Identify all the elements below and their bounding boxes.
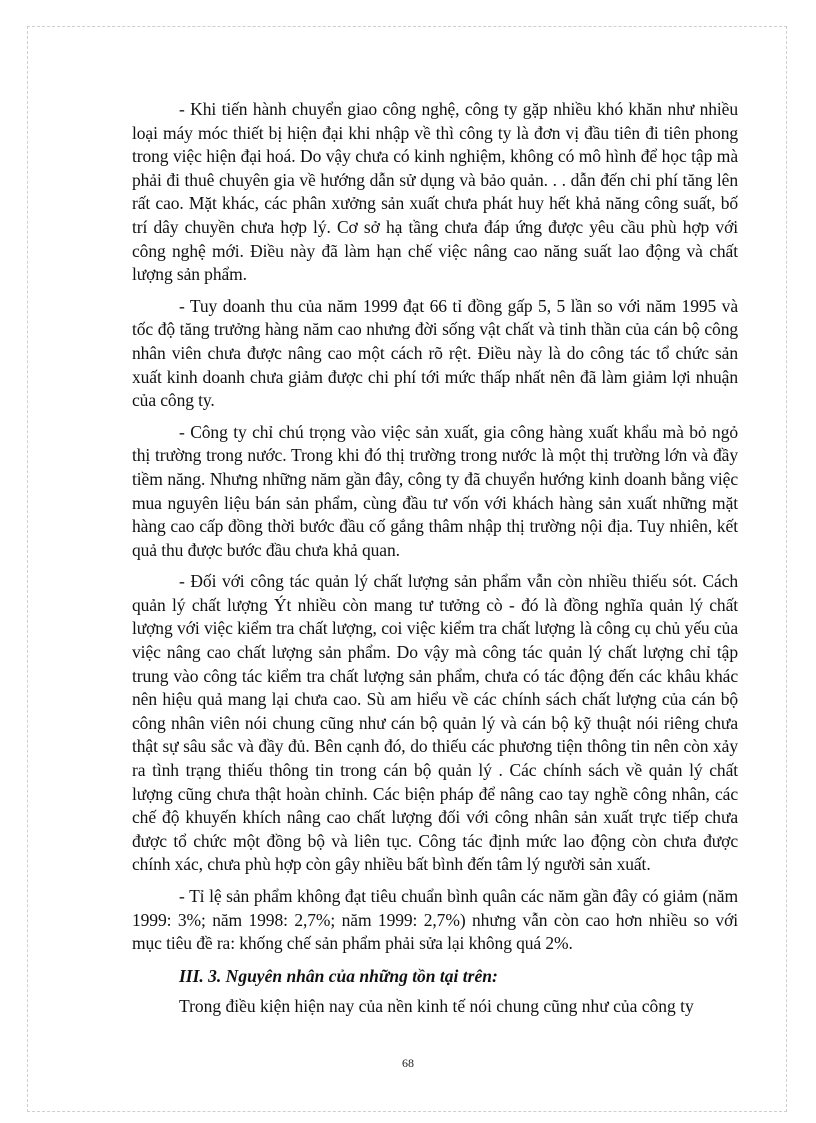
paragraph-revenue: - Tuy doanh thu của năm 1999 đạt 66 tỉ đồng gấp 5, 5 lần so với năm 1995 và tốc độ tăng trưởng hàng năm cao nhưng đời sống vật chất và tinh thần của cán bộ công nhân viên chưa được nâng cao một cách rõ rệt. Điều này là do công tác tổ chức sản xuất kinh doanh chưa giảm được chi phí tới mức thấp nhất nên đã làm giảm lợi nhuận của công ty.	[132, 295, 738, 411]
paragraph-technology-transfer: - Khi tiến hành chuyển giao công nghệ, công ty gặp nhiều khó khăn như nhiều loại máy móc thiết bị hiện đại khi nhập về thì công ty là đơn vị đầu tiên đi tiên phong trong việc hiện đại hoá. Do vậy chưa có kinh nghiệm, không có mô hình để học tập mà phải đi thuê chuyên gia về hướng dẫn sử dụng và bảo quản. . . dẫn đến chi phí tăng lên rất cao. Mặt khác, các phân xưởng sản xuất chưa phát huy hết khả năng công suất, bố trí dây chuyền chưa hợp lý. Cơ sở hạ tầng chưa đáp ứng được yêu cầu phù hợp với công nghệ mới. Điều này đã làm hạn chế việc nâng cao năng suất lao động và chất lượng sản phẩm.	[132, 99, 738, 285]
body-text	[132, 98, 738, 1018]
section-heading: III. 3. Nguyên nhân của những tồn tại trên:	[179, 965, 498, 986]
paragraph-defect-rate: - Tỉ lệ sản phẩm không đạt tiêu chuẩn bình quân các năm gần đây có giảm (năm 1999: 3%; năm 1998: 2,7%; năm 1999: 2,7%) nhưng vẫn còn cao hơn nhiều so với mục tiêu đề ra: khống chế sản phẩm phải sửa lại không quá 2%.	[132, 886, 738, 954]
paragraph-quality-management: - Đối với công tác quản lý chất lượng sản phẩm vẫn còn nhiều thiếu sót. Cách quản lý chất lượng Ýt nhiều còn mang tư tưởng cò - đó là đồng nghĩa quản lý chất lượng với việc kiểm tra chất lượng, coi việc kiểm tra chất lượng là công cụ chủ yếu của việc nâng cao chất lượng sản phẩm. Do vậy mà công tác quản lý chất lượng chỉ tập trung vào công tác kiểm tra chất lượng sản phẩm, chưa có tác động đến các khâu khác nên hiệu quả mang lại chưa cao. Sù am hiểu về các chính sách chất lượng của cán bộ công nhân viên nói chung cũng như cán bộ quản lý và cán bộ kỹ thuật nói riêng chưa thật sự sâu sắc và đầy đủ. Bên cạnh đó, do thiếu các phương tiện thông tin nên còn xảy ra tình trạng thiếu thông tin trong cán bộ quản lý . Các chính sách về quản lý chất lượng cũng chưa thật hoàn chỉnh. Các biện pháp để nâng cao tay nghề công nhân, các chế độ khuyến khích nâng cao chất lượng đối với công nhân sản xuất trực tiếp chưa được tổ chức một đồng bộ và liên tục. Công tác định mức lao động còn chưa được chính xác, chưa phù hợp còn gây nhiều bất bình đến tâm lý người sản xuất.	[132, 571, 738, 875]
paragraph-continuation: Trong điều kiện hiện nay của nền kinh tế nói chung cũng như của công ty	[179, 995, 694, 1016]
paragraph-domestic-market: - Công ty chỉ chú trọng vào việc sản xuất, gia công hàng xuất khẩu mà bỏ ngỏ thị trường trong nước. Trong khi đó thị trường trong nước là một thị trường lớn và đầy tiềm năng. Nhưng những năm gần đây, công ty đã chuyển hướng kinh doanh bằng việc mua nguyên liệu bán sản phẩm, cùng đầu tư vốn với khách hàng sản xuất những mặt hàng cao cấp đồng thời bước đầu cố gắng thâm nhập thị trường nội địa. Tuy nhiên, kết quả thu được bước đầu chưa khả quan.	[132, 421, 738, 560]
page-number: 68	[402, 1056, 414, 1070]
